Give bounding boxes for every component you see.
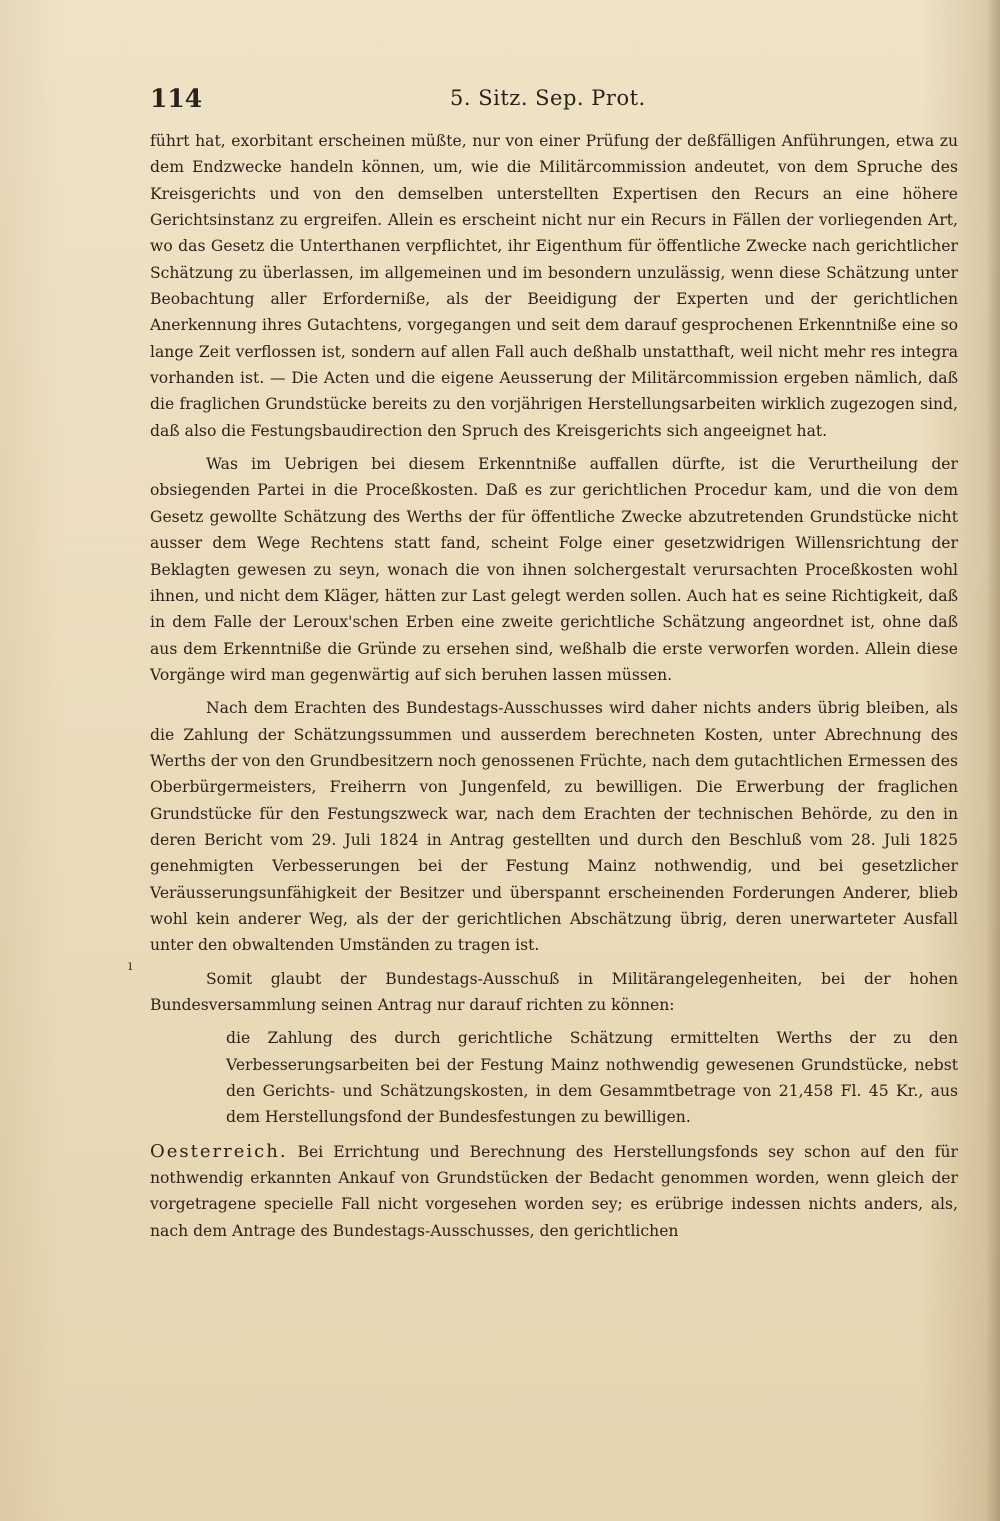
motion-quote: die Zahlung des durch gerichtliche Schätzung ermittelten Werths der zu den Verbesserungsarbeiten bei der Festung Mainz nothwendig gewesenen Grundstücke, nebst den Gerichts- und Schätzungskosten, in dem Gesammtbetrage von 21,458 Fl. 45 Kr., aus dem Herstellungsfond der Bundesfestungen zu bewilligen. xyxy=(226,1029,958,1127)
speaker-name: Oesterreich. xyxy=(150,1140,288,1162)
paragraph-4: Somit glaubt der Bundestags-Ausschuß in Militärangelegenheiten, bei der hohen Bundesversammlung seinen Antrag nur darauf richten zu können: xyxy=(150,969,958,1014)
paragraph-3: Nach dem Erachten des Bundestags-Ausschusses wird daher nichts anders übrig bleiben, als die Zahlung der Schätzungssummen und ausserdem berechneten Kosten, unter Abrechnung des Werths der von den Grundbesitzern noch genossenen Früchte, nach dem gutachtlichen Ermessen des Oberbürgermeisters, Freiherrn von Jungenfeld, zu bewilligen. Die Erwerbung der fraglichen Grundstücke für den Festungszweck war, nach dem Erachten der technischen Behörde, zu den in deren Bericht vom 29. Juli 1824 in Antrag gestellten und durch den Beschluß vom 28. Juli 1825 genehmigten Verbesserungen bei der Festung Mainz nothwendig, und bei gesetzlicher Veräusserungsunfähigkeit der Besitzer und überspannt erscheinenden Forderungen Anderer, blieb wohl kein anderer Weg, als der der gerichtlichen Abschätzung übrig, deren unerwarteter Ausfall unter den obwaltenden Umständen zu tragen ist. xyxy=(150,699,958,955)
margin-mark: ı xyxy=(128,958,133,974)
running-head: 5. Sitz. Sep. Prot. xyxy=(450,86,646,110)
speaker-text: Bei Errichtung und Berechnung des Herstellungsfonds sey schon auf den für nothwendig erkannten Ankauf von Grundstücken der Bedacht genommen worden, wenn gleich der vorgetragene specielle Fall nicht vorgesehen worden sey; es erübrige indessen nichts anders, als, nach dem Antrage des Bundestags-Ausschusses, den gerichtlichen xyxy=(150,1142,958,1240)
body-text xyxy=(150,128,958,1251)
paragraph-2: Was im Uebrigen bei diesem Erkenntniße auffallen dürfte, ist die Verurtheilung der obsiegenden Partei in die Proceßkosten. Daß es zur gerichtlichen Procedur kam, und die von dem Gesetz gewollte Schätzung des Werths der für öffentliche Zwecke abzutretenden Grundstücke nicht ausser dem Wege Rechtens statt fand, scheint Folge einer gesetzwidrigen Willensrichtung der Beklagten gewesen zu seyn, wonach die von ihnen solchergestalt verursachten Proceßkosten wohl ihnen, und nicht dem Kläger, hätten zur Last gelegt werden sollen. Auch hat es seine Richtigkeit, daß in dem Falle der Leroux'schen Erben eine zweite gerichtliche Schätzung angeordnet ist, ohne daß aus dem Erkenntniße die Gründe zu ersehen sind, weßhalb die erste verworfen worden. Allein diese Vorgänge wird man gegenwärtig auf sich beruhen lassen müssen. xyxy=(150,455,958,684)
paragraph-1: führt hat, exorbitant erscheinen müßte, nur von einer Prüfung der deßfälligen Anführungen, etwa zu dem Endzwecke handeln können, um, wie die Militärcommission andeutet, von dem Spruche des Kreisgerichts und von den demselben unterstellten Expertisen den Recurs an eine höhere Gerichtsinstanz zu ergreifen. Allein es erscheint nicht nur ein Recurs in Fällen der vorliegenden Art, wo das Gesetz die Unterthanen verpflichtet, ihr Eigenthum für öffentliche Zwecke nach gerichtlicher Schätzung zu überlassen, im allgemeinen und im besondern unzulässig, wenn diese Schätzung unter Beobachtung aller Erforderniße, als der Beeidigung der Experten und der gerichtlichen Anerkennung ihres Gutachtens, vorgegangen und seit dem darauf gesprochenen Erkenntniße eine so lange Zeit verflossen ist, sondern auf allen Fall auch deßhalb unstatthaft, weil nicht mehr res integra vorhanden ist. — Die Acten und die eigene Aeusserung der Militärcommission ergeben nämlich, daß die fraglichen Grundstücke bereits zu den vorjährigen Herstellungsarbeiten wirklich zugezogen sind, daß also die Festungsbaudirection den Spruch des Kreisgerichts sich angeeignet hat. xyxy=(150,132,958,440)
page-number: 114 xyxy=(150,84,203,113)
paragraph-final xyxy=(150,1139,958,1244)
page-edge-shadow xyxy=(986,0,1000,1521)
page-header xyxy=(150,84,865,120)
